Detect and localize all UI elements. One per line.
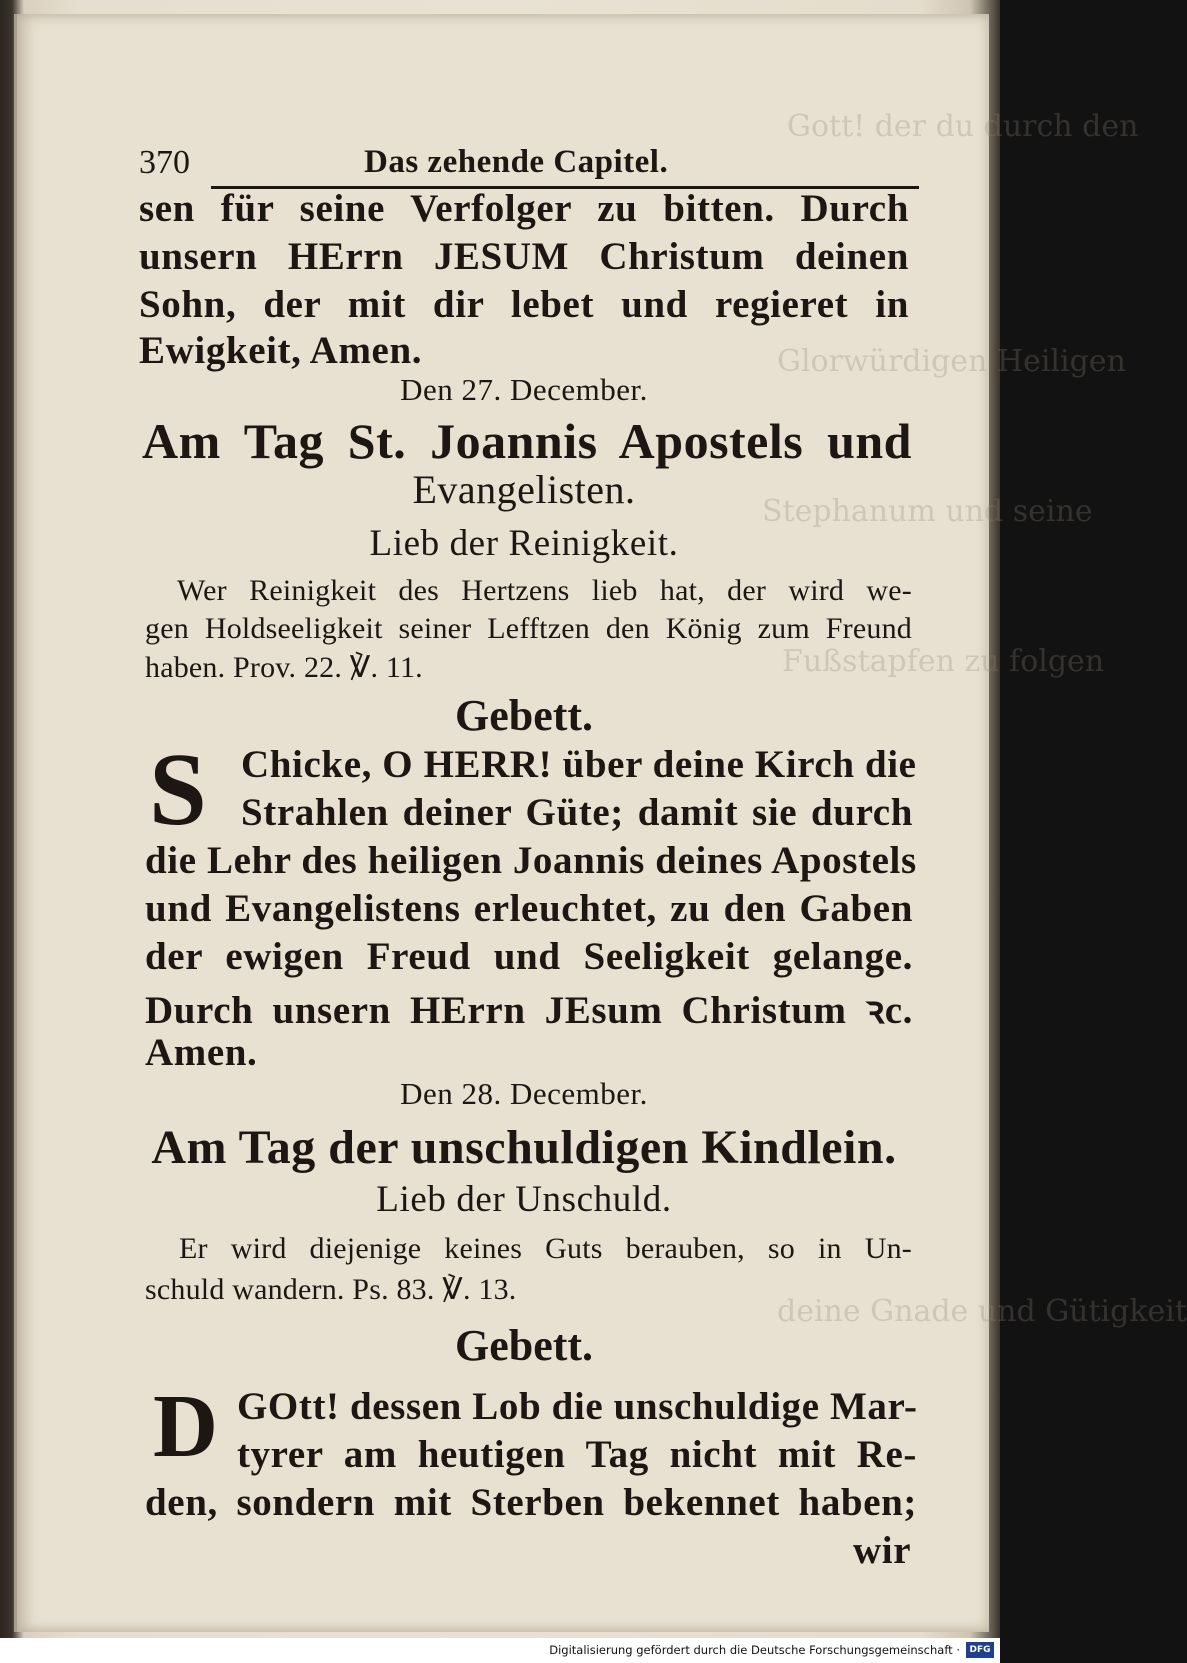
verse-citation: haben. Prov. 22. ℣. 11.: [145, 651, 423, 684]
dfg-logo: DFG: [966, 1642, 994, 1658]
prayer-line: tyrer am heutigen Tag nicht mit Re-: [237, 1433, 917, 1476]
prayer-line: GOtt! dessen Lob die unschuldige Mar-: [237, 1385, 918, 1428]
drop-cap: S: [149, 732, 207, 847]
prayer-line: die Lehr des heiligen Joannis deines Apostels: [145, 839, 917, 882]
continuation-line: sen für seine Verfolger zu bitten. Durch: [139, 187, 909, 230]
virtue-heading: Lieb der Unschuld.: [376, 1179, 672, 1220]
funding-credit: Digitalisierung gefördert durch die Deutsche Forschungsgemeinschaft ·: [549, 1643, 960, 1657]
prayer-line: Strahlen deiner Güte; damit sie durch: [241, 791, 913, 834]
prayer-line: den, sondern mit Sterben bekennet haben;: [145, 1481, 917, 1524]
prayer-heading: Gebett.: [454, 1321, 594, 1370]
feast-title: Evangelisten.: [412, 467, 636, 512]
prayer-heading: Gebett.: [454, 691, 594, 740]
date-heading: Den 27. December.: [400, 372, 648, 407]
feast-title: Am Tag der unschuldigen Kindlein.: [151, 1121, 897, 1174]
continuation-line: Sohn, der mit dir lebet und regieret in: [139, 283, 909, 326]
verse-line: Er wird diejenige keines Guts berauben, so in Un-: [179, 1232, 912, 1265]
feast-title: Am Tag St. Joannis Apostels und: [142, 413, 912, 469]
bleed-through-line: deine Gnade und Gütigkeit: [777, 1294, 1187, 1329]
continuation-line: Ewigkeit, Amen.: [139, 329, 423, 372]
prayer-line: und Evangelistens erleuchtet, zu den Gaben: [145, 887, 913, 930]
drop-cap: D: [153, 1377, 218, 1476]
bleed-through-line: Fußstapfen zu folgen: [782, 644, 1105, 679]
verse-citation: schuld wandern. Ps. 83. ℣. 13.: [145, 1273, 517, 1306]
bleed-through-line: Stephanum und seine: [762, 494, 1093, 529]
prayer-line: Amen.: [145, 1031, 258, 1074]
prayer-line: Chicke, O HERR! über deine Kirch die: [241, 743, 917, 786]
footer-bar: [0, 1638, 1000, 1663]
bleed-through-line: Glorwürdigen Heiligen: [777, 344, 1126, 379]
running-title: Das zehende Capitel.: [364, 144, 669, 180]
continuation-line: unsern HErrn JESUM Christum deinen: [139, 235, 909, 278]
book-page: [14, 14, 1187, 1632]
verse-line: gen Holdseeligkeit seiner Lefftzen den König zum Freund: [145, 612, 912, 645]
date-heading: Den 28. December.: [400, 1076, 648, 1111]
catchword: wir: [853, 1529, 912, 1572]
prayer-line: Durch unsern HErrn JEsum Christum ꝛc.: [145, 989, 913, 1032]
page-header: [129, 136, 919, 184]
page-number: 370: [139, 144, 190, 181]
bleed-through-line: Gott! der du durch den: [787, 109, 1139, 144]
verse-line: Wer Reinigkeit des Hertzens lieb hat, der wird we-: [177, 574, 912, 607]
prayer-line: der ewigen Freud und Seeligkeit gelange.: [145, 935, 913, 978]
virtue-heading: Lieb der Reinigkeit.: [369, 523, 679, 564]
